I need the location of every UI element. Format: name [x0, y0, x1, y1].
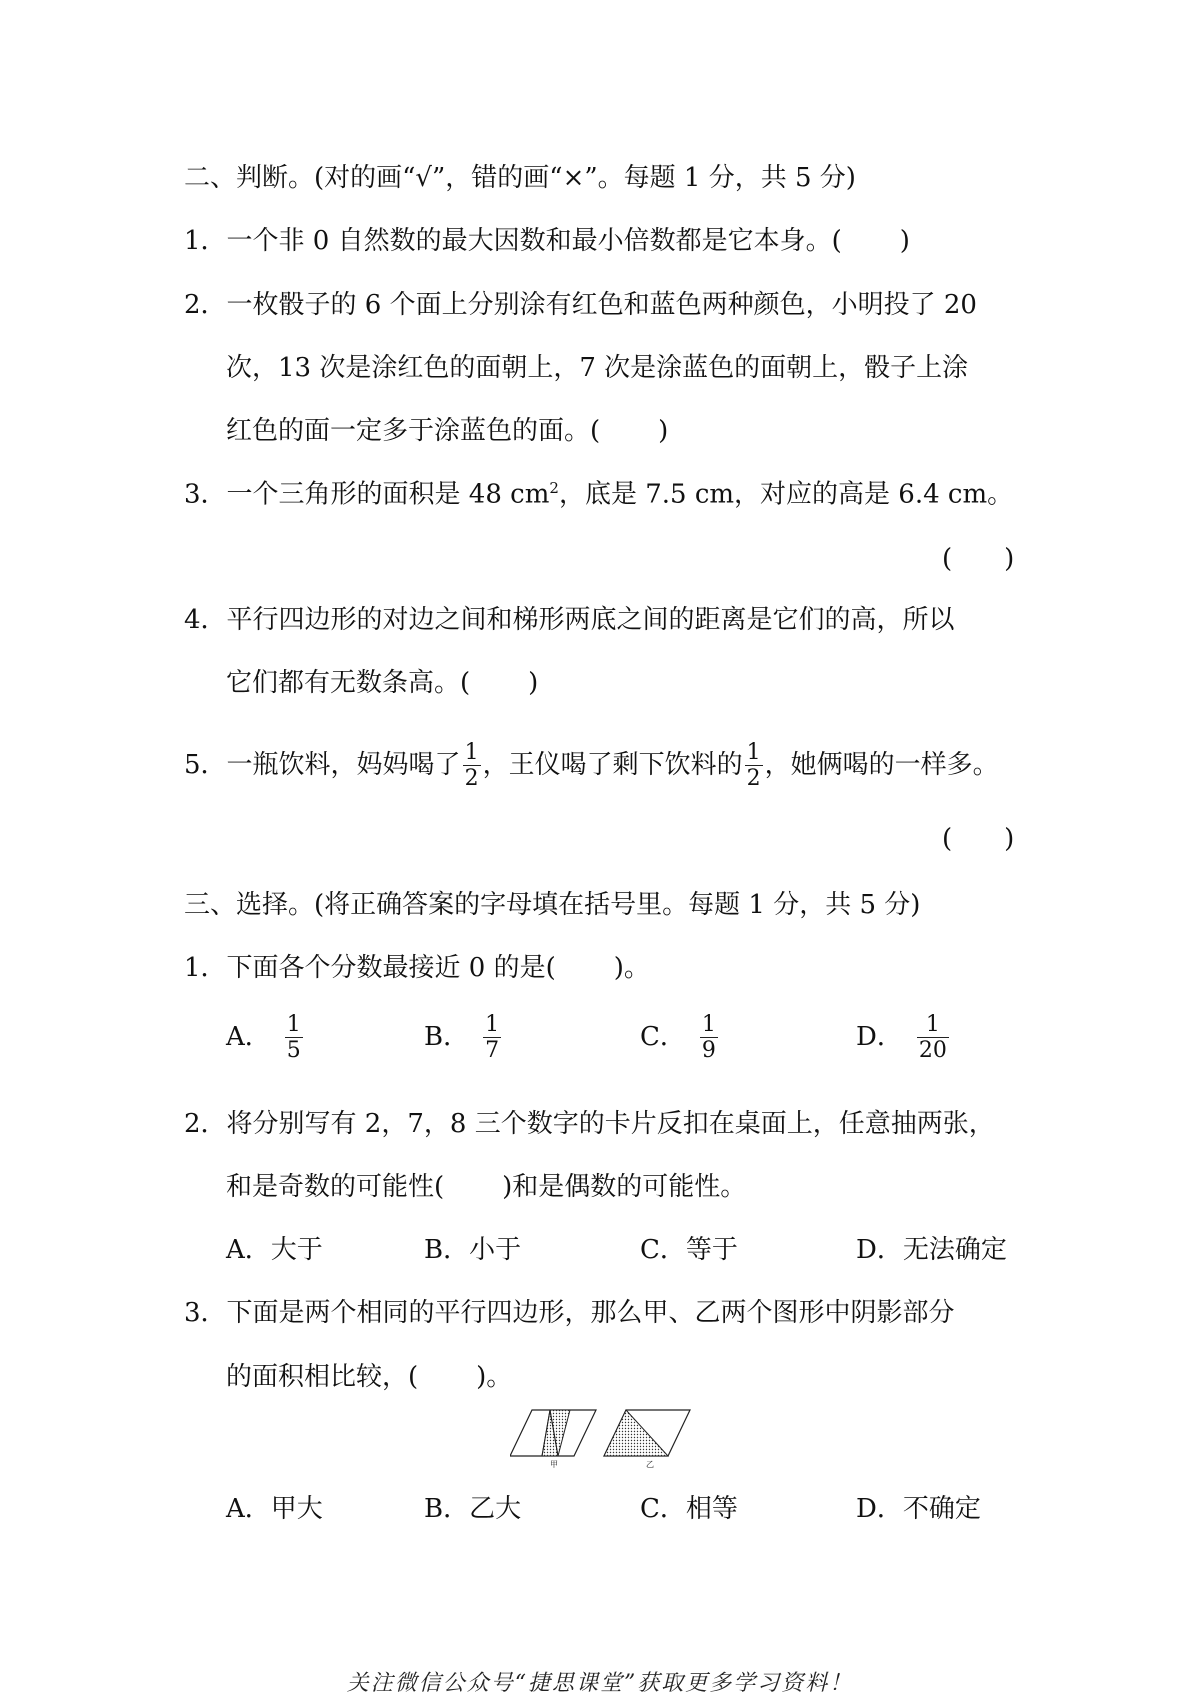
choice-q3: 3．下面是两个相同的平行四边形，那么甲、乙两个图形中阴影部分 [184, 1298, 955, 1328]
choice-q1: 1．下面各个分数最接近 0 的是( )。 [184, 953, 650, 983]
option-c[interactable]: C．等于 [640, 1235, 738, 1265]
item-number: 2． [184, 1109, 227, 1139]
option-b[interactable]: B． $\frac{1}{7}$ [424, 1012, 500, 1064]
fraction: $\frac{1}{2}$ [464, 740, 479, 792]
item-number: 1． [184, 953, 227, 983]
option-c[interactable]: C．相等 [640, 1494, 738, 1524]
fraction: $\frac{1}{2}$ [746, 740, 761, 792]
item-number: 2． [184, 290, 227, 320]
shape-jia [510, 1410, 596, 1456]
option-b[interactable]: B．乙大 [424, 1494, 522, 1524]
judge-item-5: 5．一瓶饮料，妈妈喝了 $\frac{1}{2}$ ，王仪喝了剩下饮料的 $\frac{1}{2}$ ，她俩喝的一样多。 [184, 740, 999, 792]
choice-q2-line2: 和是奇数的可能性( )和是偶数的可能性。 [226, 1172, 747, 1202]
fraction: $\frac{1}{7}$ [485, 1012, 500, 1064]
judge-item-2-line3: 红色的面一定多于涂蓝色的面。( ) [226, 416, 669, 446]
item-number: 4． [184, 605, 227, 635]
item-text: 平行四边形的对边之间和梯形两底之间的距离是它们的高，所以 [226, 605, 955, 635]
fraction: $\frac{1}{20}$ [918, 1012, 947, 1064]
answer-blank[interactable]: ( ) [942, 824, 1015, 854]
fraction: $\frac{1}{9}$ [701, 1012, 716, 1064]
section2-title: 二、判断。(对的画“√”，错的画“×”。每题 1 分，共 5 分) [184, 163, 856, 193]
judge-item-4 [184, 607, 955, 633]
label-jia: 甲 [550, 1460, 558, 1468]
superscript: 2 [549, 479, 559, 497]
option-c[interactable]: C． $\frac{1}{9}$ [640, 1012, 716, 1064]
section3-title: 三、选择。(将正确答案的字母填在括号里。每题 1 分，共 5 分) [184, 890, 921, 920]
choice-q2: 2．将分别写有 2，7，8 三个数字的卡片反扣在桌面上，任意抽两张， [184, 1109, 995, 1139]
item-number: 3． [184, 1298, 227, 1328]
item-text: 一枚骰子的 6 个面上分别涂有红色和蓝色两种颜色，小明投了 20 [226, 290, 977, 320]
shape-yi [604, 1410, 690, 1456]
item-number: 1． [184, 226, 227, 256]
judge-item-1: 1．一个非 0 自然数的最大因数和最小倍数都是它本身。( ) [184, 226, 910, 256]
footer-note: 关注微信公众号“捷思课堂”获取更多学习资料！ [346, 1671, 854, 1696]
item-text: 一个非 0 自然数的最大因数和最小倍数都是它本身。( [226, 226, 842, 256]
option-d[interactable]: D．无法确定 [856, 1235, 1007, 1265]
item-number: 5． [184, 749, 227, 780]
option-a[interactable]: A．甲大 [226, 1494, 323, 1524]
judge-item-3: 3．一个三角形的面积是 48 $cm^2$，底是 7.5 cm，对应的高是 6.4 cm。 [184, 479, 1014, 510]
judge-item-2 [184, 292, 977, 318]
option-a[interactable]: A．大于 [226, 1235, 323, 1265]
option-b[interactable]: B．小于 [424, 1235, 522, 1265]
option-d[interactable]: D． $\frac{1}{20}$ [856, 1012, 947, 1064]
fraction: $\frac{1}{5}$ [286, 1012, 301, 1064]
option-a[interactable]: A． $\frac{1}{5}$ [226, 1012, 301, 1064]
parallelogram-diagram [510, 1406, 700, 1468]
option-d[interactable]: D．不确定 [856, 1494, 981, 1524]
choice-q3-line2: 的面积相比较，( )。 [226, 1362, 513, 1392]
item-number: 3． [184, 479, 227, 510]
judge-item-4-line2: 它们都有无数条高。( ) [226, 668, 539, 698]
label-yi: 乙 [646, 1460, 654, 1468]
answer-blank[interactable]: ( ) [942, 544, 1015, 574]
judge-item-2-line2: 次，13 次是涂红色的面朝上，7 次是涂蓝色的面朝上，骰子上涂 [226, 353, 969, 383]
parallelogram-figure [510, 1406, 700, 1472]
